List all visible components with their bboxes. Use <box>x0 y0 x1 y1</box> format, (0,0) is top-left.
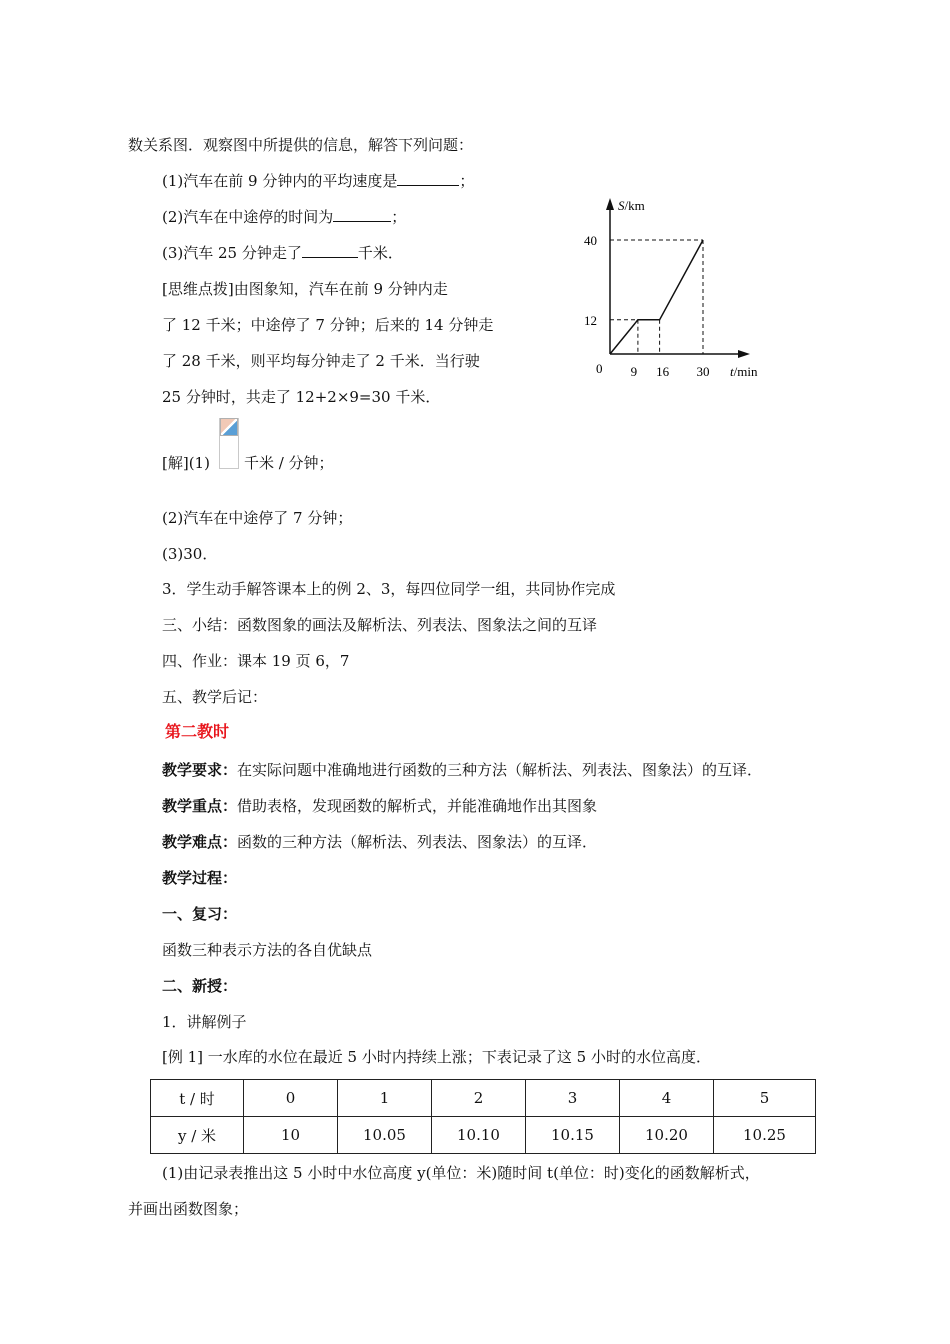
question-2 <box>162 207 406 227</box>
requirement-text: 在实际问题中准确地进行函数的三种方法（解析法、列表法、图象法）的互译． <box>237 761 763 779</box>
question-1 <box>162 171 474 191</box>
y-axis-var: S <box>618 198 625 213</box>
distance-time-graph <box>576 190 776 390</box>
example-1: [例 1] 一水库的水位在最近 5 小时内持续上涨；下表记录了这 5 小时的水位高度． <box>162 1048 711 1066</box>
table-cell: 2 <box>432 1080 526 1117</box>
explain-example: 1．讲解例子 <box>162 1013 247 1031</box>
y-axis-unit: /km <box>624 198 645 213</box>
table-cell: 0 <box>244 1080 338 1117</box>
answer-blank <box>397 171 459 186</box>
review-text: 函数三种表示方法的各自优缺点 <box>162 941 373 959</box>
summary: 三、小结：函数图象的画法及解析法、列表法、图象法之间的互译 <box>162 616 598 634</box>
hint-line-3: 了 28 千米，则平均每分钟走了 2 千米．当行驶 <box>162 352 480 370</box>
table-cell: 4 <box>620 1080 714 1117</box>
lesson-title: 第二教时 <box>165 722 230 741</box>
solution-1-unit: 千米 / 分钟； <box>243 454 334 472</box>
teaching-process: 教学过程： <box>162 869 238 887</box>
question-3-end: 千米． <box>357 244 403 262</box>
x-tick-label: 16 <box>656 364 670 379</box>
table-row <box>151 1080 816 1117</box>
question-text-2: 并画出函数图象； <box>128 1200 249 1218</box>
hint-line-4: 25 分钟时，共走了 12+2×9=30 千米． <box>162 388 441 406</box>
x-tick-label: 9 <box>630 364 638 379</box>
broken-image-icon <box>220 418 238 436</box>
question-3-text: (3)汽车 25 分钟走了 <box>162 244 302 262</box>
teaching-requirement <box>162 760 762 780</box>
hint-line-2: 了 12 千米；中途停了 7 分钟；后来的 14 分钟走 <box>162 316 494 334</box>
answer-blank <box>333 207 391 222</box>
table-cell: 10.25 <box>714 1117 816 1154</box>
postscript: 五、教学后记： <box>162 688 268 706</box>
teaching-difficulty <box>162 832 597 852</box>
table-row <box>151 1117 816 1154</box>
table-cell: 5 <box>714 1080 816 1117</box>
difficulty-label: 教学难点： <box>162 833 238 851</box>
intro-text: 数关系图．观察图中所提供的信息，解答下列问题： <box>128 136 474 154</box>
row-header: y / 米 <box>151 1117 244 1154</box>
new-teaching-heading: 二、新授： <box>162 977 238 995</box>
question-1-end: ； <box>459 172 475 190</box>
table-cell: 10 <box>244 1117 338 1154</box>
table-cell: 10.15 <box>526 1117 620 1154</box>
x-axis-var: t <box>730 364 734 379</box>
table-cell: 1 <box>338 1080 432 1117</box>
y-tick-label: 40 <box>584 233 597 248</box>
focus-label: 教学重点： <box>162 797 238 815</box>
question-2-end: ； <box>391 208 407 226</box>
x-axis-unit: /min <box>733 364 758 379</box>
water-level-table <box>150 1079 816 1154</box>
focus-text: 借助表格，发现函数的解析式，并能准确地作出其图象 <box>237 797 598 815</box>
question-3 <box>162 243 403 263</box>
answer-blank <box>302 243 358 258</box>
table-cell: 3 <box>526 1080 620 1117</box>
y-tick-label: 12 <box>584 312 597 328</box>
difficulty-text: 函数的三种方法（解析法、列表法、图象法）的互译． <box>237 833 598 851</box>
solution-1 <box>162 453 334 473</box>
table-cell: 10.20 <box>620 1117 714 1154</box>
requirement-label: 教学要求： <box>162 761 238 779</box>
solution-3: (3)30． <box>162 545 218 563</box>
y-axis-arrow-icon <box>606 198 614 210</box>
homework: 四、作业：课本 19 页 6，7 <box>162 652 350 670</box>
table-cell: 10.10 <box>432 1117 526 1154</box>
x-tick-label: 30 <box>696 364 710 379</box>
hint-line-1: [思维点拨]由图象知，汽车在前 9 分钟内走 <box>162 280 448 298</box>
table-cell: 10.05 <box>338 1117 432 1154</box>
step-3: 3．学生动手解答课本上的例 2、3，每四位同学一组，共同协作完成 <box>162 580 616 598</box>
row-header: t / 时 <box>151 1080 244 1117</box>
question-2-text: (2)汽车在中途停的时间为 <box>162 208 334 226</box>
question-text-1: (1)由记录表推出这 5 小时中水位高度 y(单位：米)随时间 t(单位：时)变化的函数解析式， <box>162 1164 760 1182</box>
series-line <box>610 240 703 354</box>
review-heading: 一、复习： <box>162 905 238 923</box>
origin-label: 0 <box>596 361 603 376</box>
x-axis-label <box>730 364 758 379</box>
teaching-focus <box>162 796 597 816</box>
y-axis-label <box>618 198 645 213</box>
solution-2: (2)汽车在中途停了 7 分钟； <box>162 509 353 527</box>
question-1-text: (1)汽车在前 9 分钟内的平均速度是 <box>162 172 398 190</box>
solution-1-text: [解](1) <box>162 454 210 472</box>
x-axis-arrow-icon <box>738 350 750 358</box>
